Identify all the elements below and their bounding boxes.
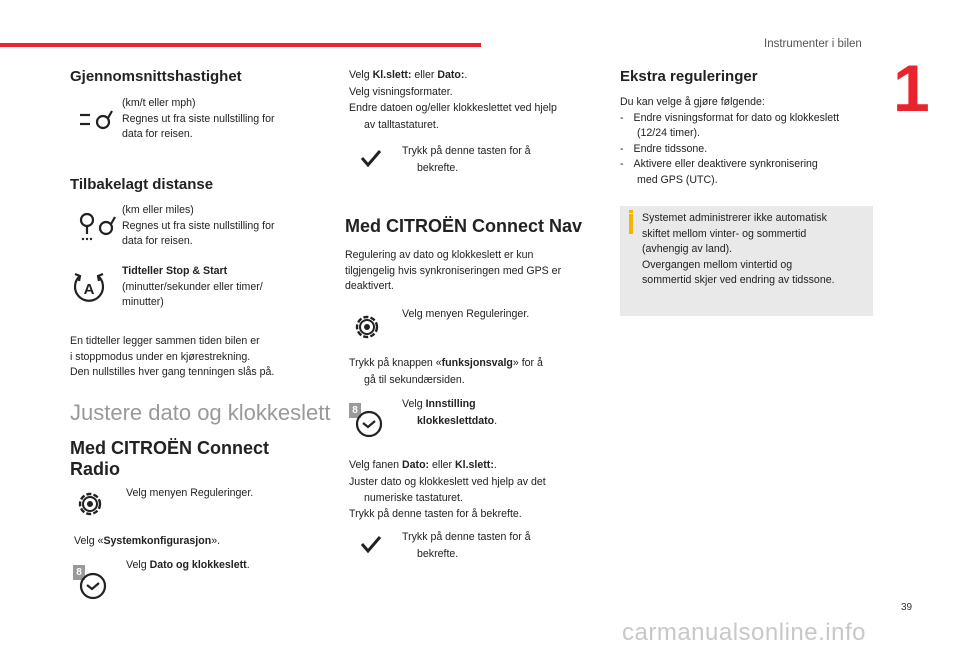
nav-clock-icon — [353, 408, 383, 438]
stop-start-icon — [72, 271, 106, 305]
stop-start-text: Tidteller Stop & Start (minutter/sekunder eller timer/ minutter) — [122, 265, 263, 308]
heading-extra-settings: Ekstra reguleringer — [620, 68, 758, 85]
info-icon-dot — [629, 210, 633, 213]
section-title-date-time: Justere dato og klokkeslett — [70, 400, 331, 425]
nav-intro: Regulering av dato og klokkeslett er kun tilgjengelig hvis synkroniseringen med GPS er deaktivert. — [345, 249, 562, 292]
radio-step-date-time: Velg Dato og klokkeslett. — [126, 559, 250, 571]
heading-distance: Tilbakelagt distanse — [70, 176, 214, 193]
heading-average-speed: Gjennomsnittshastighet — [70, 68, 242, 85]
watermark: carmanualsonline.info — [622, 619, 866, 646]
info-icon — [629, 214, 633, 234]
heading-connect-nav: Med CITROËN Connect Nav — [345, 216, 583, 236]
svg-text:A: A — [83, 281, 95, 298]
chapter-number: 1 — [893, 51, 930, 125]
section-name: Instrumenter i bilen — [764, 38, 862, 50]
nav-confirm-check-icon — [360, 534, 382, 554]
average-speed-text: (km/t eller mph) Regnes ut fra siste nullstilling for data for reisen. — [122, 97, 275, 140]
confirm-text-2: Trykk på denne tasten for å bekrefte. — [402, 531, 531, 560]
screen-badge: 8 — [73, 565, 85, 580]
clock-steps-list: Velg Kl.slett: eller Dato:. Velg visningsformater. Endre datoen og/eller klokkeslettet ved hjelp av talltastaturet. — [349, 69, 557, 131]
distance-text: (km eller miles) Regnes ut fra siste nullstilling for data for reisen. — [122, 204, 275, 247]
confirm-text-1: Trykk på denne tasten for å bekrefte. — [402, 145, 531, 174]
page-number: 39 — [901, 602, 913, 613]
radio-step-menu: Velg menyen Reguleringer. — [126, 487, 254, 499]
settings-gear-icon — [75, 489, 105, 519]
distance-icon — [78, 212, 118, 242]
average-speed-icon — [78, 108, 114, 132]
stop-start-paragraph: En tidteller legger sammen tiden bilen er i stoppmodus under en kjørestrekning. Den nullstilles hver gang tenningen slås på. — [70, 335, 275, 378]
nav-step-function-select: Trykk på knappen «funksjonsvalg» for å gå til sekundærsiden. — [349, 357, 543, 386]
nav-step-time-setting: Velg Innstilling klokkeslettdato. — [402, 398, 498, 427]
info-note-text: Systemet administrerer ikke automatisk skiftet mellom vinter- og sommertid (avhengig av land). Overgangen mellom vintertid og sommertid skjer ved endring av tidssone. — [642, 212, 835, 286]
extra-settings-list: Du kan velge å gjøre følgende: - Endre visningsformat for dato og klokkeslett (12/24 timer). - Endre tidssone. - Aktivere eller deaktivere synkronisering med GPS (UTC). — [620, 96, 840, 186]
confirm-check-icon — [360, 148, 382, 168]
nav-step-menu: Velg menyen Reguleringer. — [402, 308, 530, 320]
nav-screen-badge: 8 — [349, 403, 361, 418]
nav-steps-list: Velg fanen Dato: eller Kl.slett:. Juster dato og klokkeslett ved hjelp av det numeriske tastaturet. Trykk på denne tasten for å bekrefte. — [349, 459, 546, 520]
header-accent-bar — [0, 43, 481, 47]
radio-step-system-config: Velg «Systemkonfigurasjon». — [74, 535, 221, 547]
heading-connect-radio: Med CITROËN Connect Radio — [70, 438, 270, 479]
nav-settings-gear-icon — [352, 312, 382, 342]
clock-icon — [77, 570, 107, 600]
